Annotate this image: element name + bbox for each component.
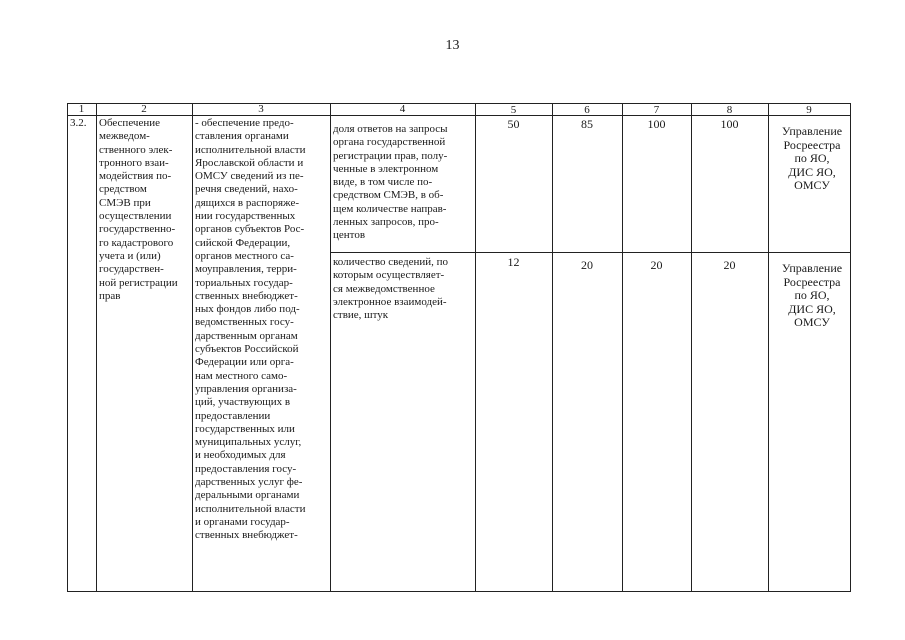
header-col-4: 4 bbox=[399, 103, 406, 115]
col-border-1 bbox=[96, 103, 97, 591]
header-col-9: 9 bbox=[806, 104, 812, 116]
header-col-7: 7 bbox=[653, 104, 660, 116]
indicator-1-value-6: 85 bbox=[581, 118, 593, 131]
page-number: 13 bbox=[445, 38, 460, 53]
col-border-4 bbox=[475, 103, 476, 591]
indicator-2-value-6: 20 bbox=[581, 259, 593, 272]
header-col-8: 8 bbox=[726, 104, 733, 116]
task-cell: Обеспечение межведом- ственного элек- тронного взаи- модействия по- средством СМЭВ при осуществлении государственно- го кадастрового учета и (или) государствен- ной регистрации прав bbox=[99, 117, 178, 302]
header-col-3: 3 bbox=[258, 103, 264, 115]
indicator-1-responsible: Управление Росреестра по ЯО, ДИС ЯО, ОМСУ bbox=[781, 125, 843, 193]
header-col-2: 2 bbox=[141, 103, 147, 115]
indicator-2-value-8: 20 bbox=[723, 259, 736, 272]
table-bottom-border bbox=[67, 591, 851, 592]
indicator-2-value-5: 12 bbox=[507, 256, 520, 269]
header-col-5: 5 bbox=[510, 104, 517, 116]
col-border-6 bbox=[622, 103, 623, 591]
indicator-1-value-5: 50 bbox=[507, 118, 520, 131]
header-col-6: 6 bbox=[584, 104, 590, 116]
col-border-3 bbox=[330, 103, 331, 591]
indicator-1-value-7: 100 bbox=[647, 118, 666, 131]
col-border-2 bbox=[192, 103, 193, 591]
header-col-1: 1 bbox=[78, 103, 85, 115]
col-border-7 bbox=[691, 103, 692, 591]
indicator-2-value-7: 20 bbox=[650, 259, 663, 272]
measure-cell: - обеспечение предо- ставления органами исполнительной власти Ярославской области и ОМСУ сведений из пе- речня сведений, нахо- дящихся в распоряже- нии государственных органов субъектов Рос- сийской Федерации, органов местного са- моуправления, терри- ториальных государ- ственных внебюджет- ных фондов либо под- ведомственных госу- дарственным органам субъектов Российской Федерации или орга- нам местного само- управления организа- ций, участвующих в предоставлении государственных или муниципальных услуг, и необходимых для предоставления госу- дарственных услуг фе- деральными органами исполнительной власти и органами государ- ственных внебюджет- bbox=[195, 117, 306, 542]
indicator-2-responsible: Управление Росреестра по ЯО, ДИС ЯО, ОМСУ bbox=[781, 262, 843, 330]
indicator-1-value-8: 100 bbox=[720, 118, 739, 131]
row-id: 3.2. bbox=[70, 117, 87, 129]
indicator-2-text: количество сведений, по которым осуществляет- ся межведомственное электронное взаимодей- ствие, штук bbox=[333, 256, 449, 322]
col-border-0 bbox=[67, 103, 68, 591]
indicator-1-text: доля ответов на запросы органа государственной регистрации прав, полу- ченные в электронном виде, в том числе по- средством СМЭВ, в об- щем количестве направ- ленных запросов, про- центов bbox=[333, 123, 448, 242]
row-divider bbox=[330, 252, 851, 253]
col-border-5 bbox=[552, 103, 553, 591]
